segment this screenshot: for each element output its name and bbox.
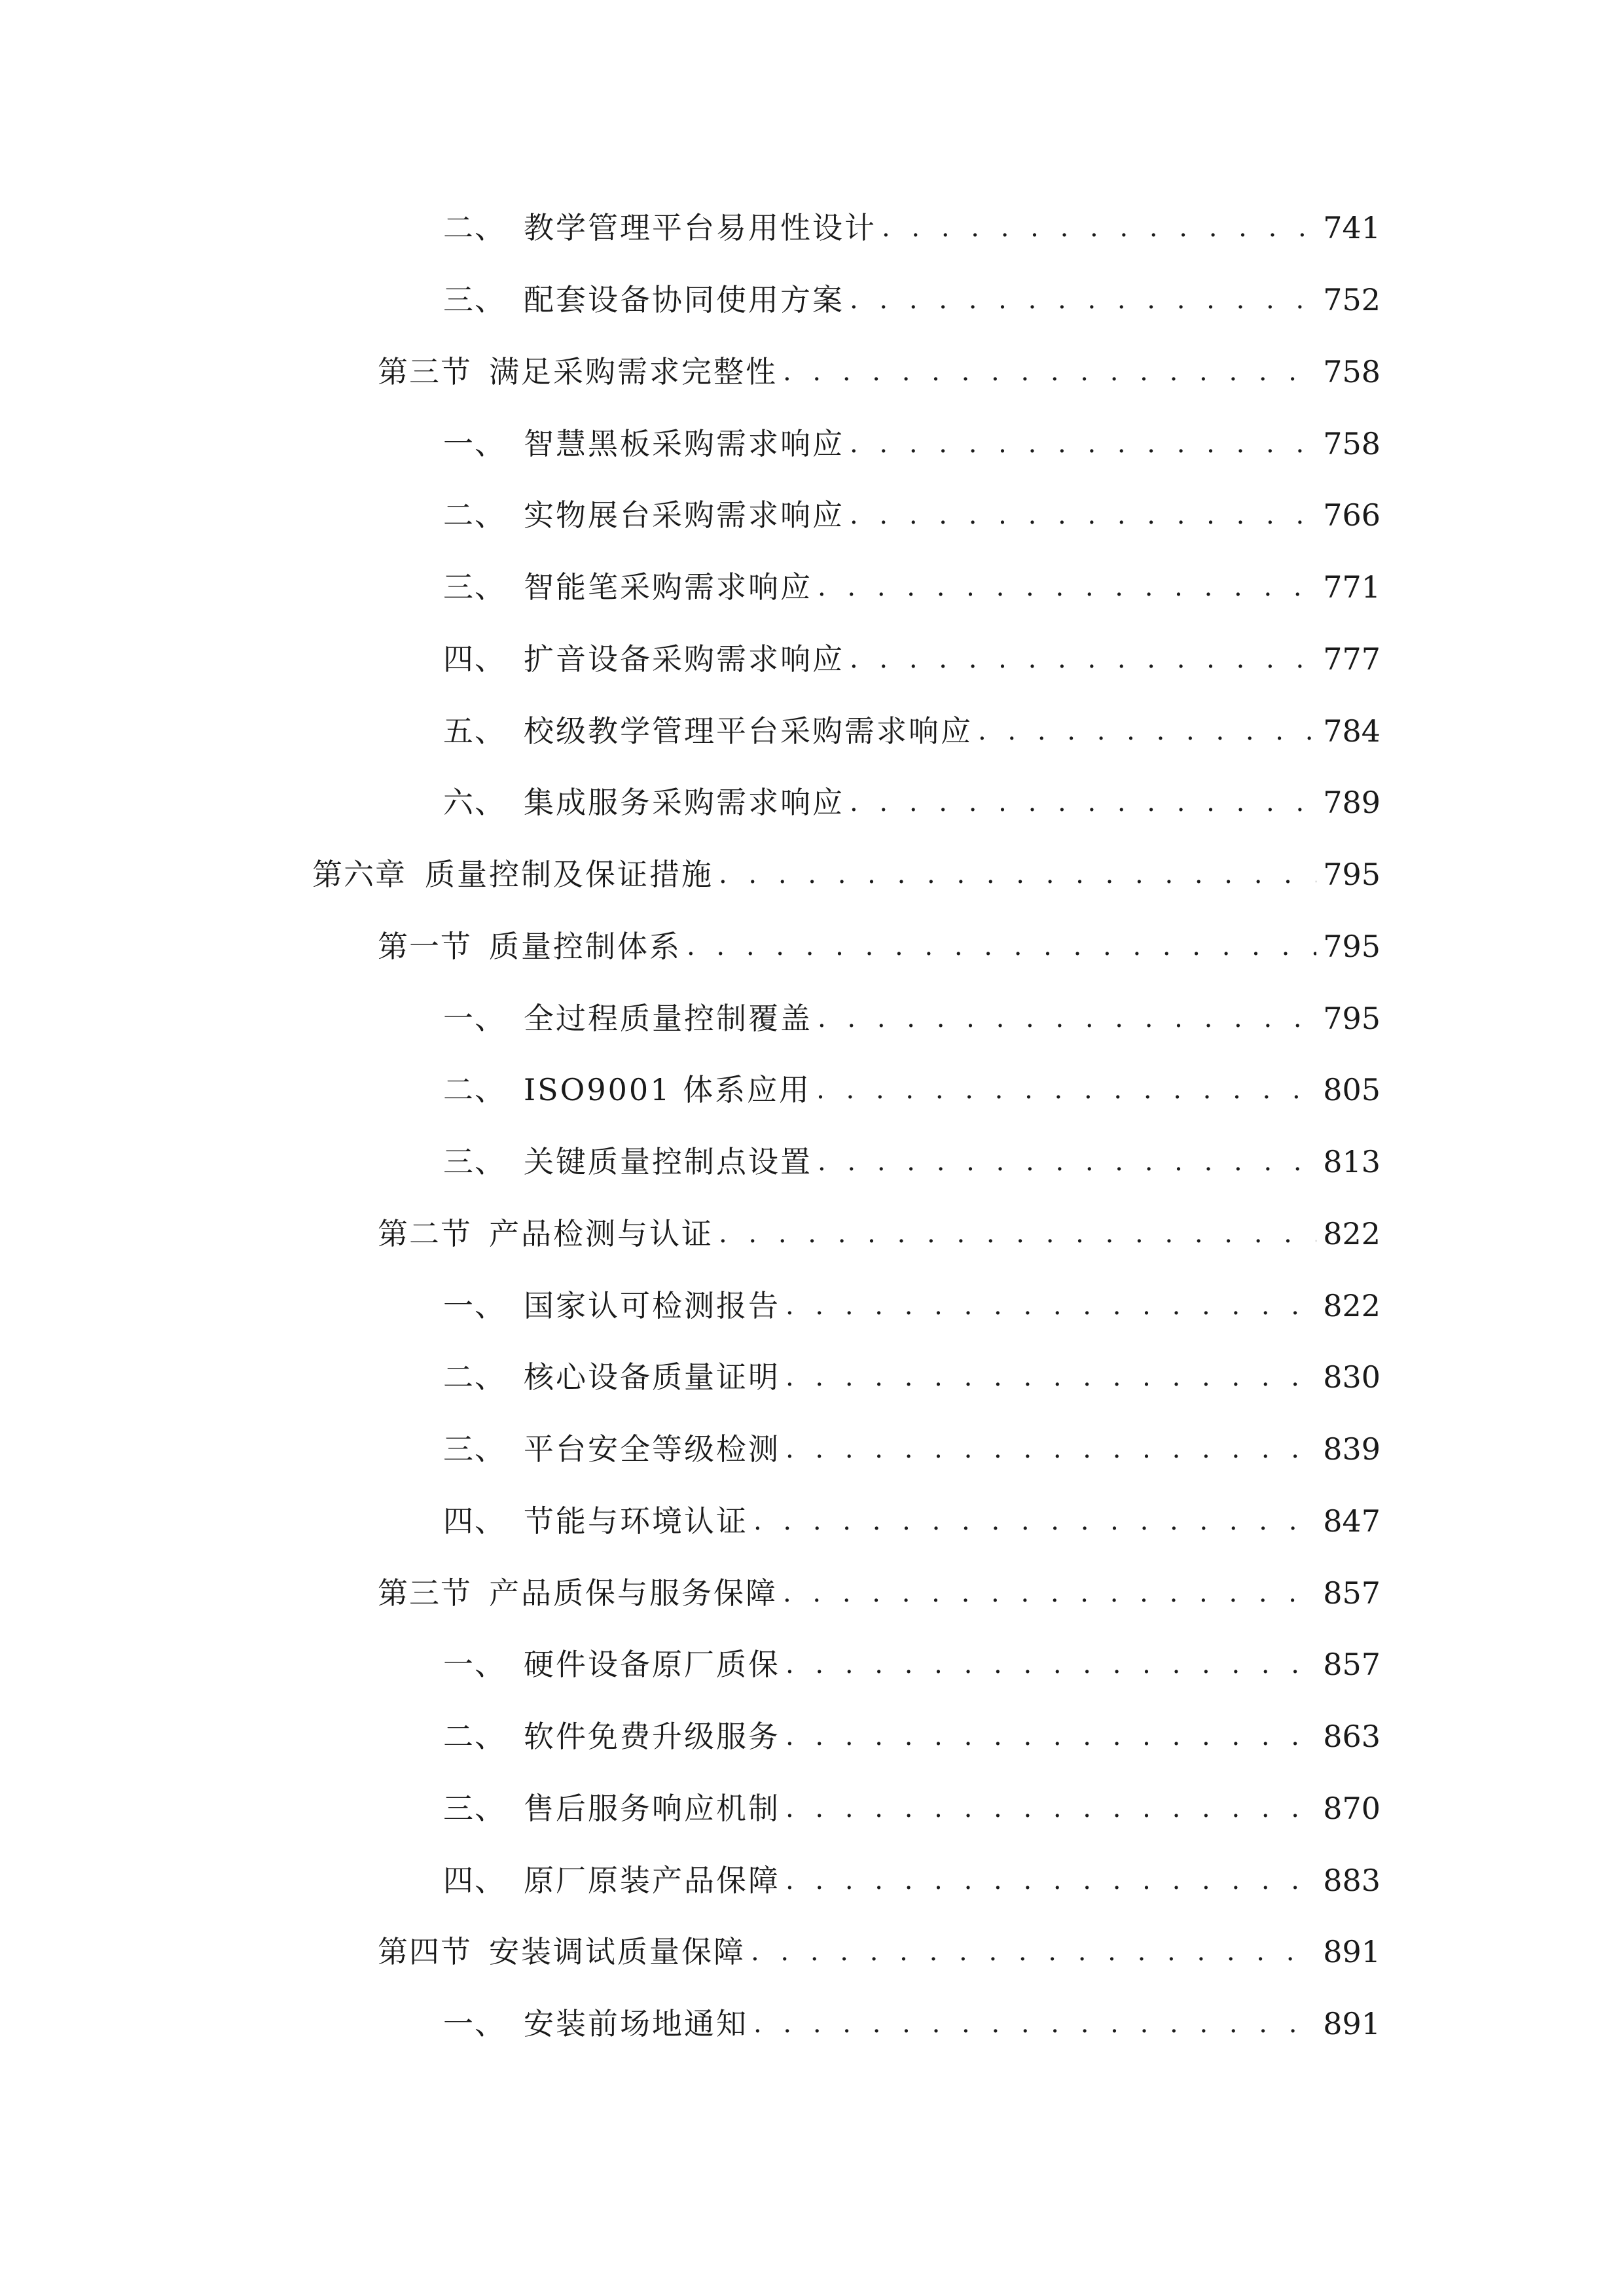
toc-entry-page: 847 [1323, 1503, 1380, 1539]
toc-entry-number: 三、 [443, 282, 506, 317]
toc-entry-page: 891 [1323, 1934, 1380, 1969]
toc-leader-dots [785, 1710, 1316, 1763]
toc-entry-page: 870 [1323, 1791, 1380, 1826]
toc-entry-title: 关键质量控制点设置 [524, 1144, 812, 1179]
toc-entry-page: 795 [1323, 857, 1380, 892]
toc-entry-page: 883 [1323, 1863, 1380, 1898]
toc-entry-title: 智能笔采购需求响应 [524, 569, 812, 605]
toc-leader-dots [785, 1280, 1316, 1332]
toc-entry-page: 857 [1323, 1647, 1380, 1682]
toc-leader-dots [818, 1136, 1316, 1188]
toc-leader-dots [753, 1495, 1316, 1547]
toc-entry-title: 配套设备协同使用方案 [524, 282, 844, 317]
toc-entry-number: 二、 [443, 1719, 506, 1754]
toc-entry[interactable] [443, 418, 1380, 470]
toc-entry[interactable] [443, 705, 1380, 757]
toc-entry[interactable] [443, 1782, 1380, 1835]
toc-entry[interactable] [378, 1926, 1380, 1978]
toc-entry-number: 四、 [443, 1503, 506, 1539]
toc-entry[interactable] [443, 489, 1380, 541]
toc-entry-page: 795 [1323, 929, 1380, 964]
toc-entry-number: 二、 [443, 210, 506, 245]
toc-entry-number: 三、 [443, 1431, 506, 1467]
toc-leader-dots [785, 1854, 1316, 1907]
toc-entry[interactable] [443, 1280, 1380, 1332]
toc-entry-number: 三、 [443, 1144, 506, 1179]
toc-entry-title: 售后服务响应机制 [524, 1791, 780, 1826]
toc-entry-page: 784 [1323, 713, 1380, 749]
toc-leader-dots [785, 1638, 1316, 1691]
toc-entry-page: 822 [1323, 1288, 1380, 1323]
toc-entry[interactable] [378, 1208, 1380, 1260]
toc-entry-title: 原厂原装产品保障 [524, 1863, 780, 1898]
toc-leader-dots [850, 776, 1316, 829]
toc-entry-page: 758 [1323, 426, 1380, 461]
toc-entry-number: 二、 [443, 1359, 506, 1395]
toc-entry-number: 二、 [443, 497, 506, 533]
toc-entry-number: 第三节 [378, 1575, 472, 1611]
toc-entry[interactable] [443, 202, 1380, 254]
toc-entry-number: 第六章 [312, 857, 406, 892]
toc-entry[interactable] [378, 1567, 1380, 1619]
toc-entry-page: 789 [1323, 785, 1380, 820]
toc-entry-page: 741 [1323, 210, 1380, 245]
toc-entry-number: 三、 [443, 1791, 506, 1826]
toc-entry-number: 四、 [443, 641, 506, 677]
toc-entry-number: 一、 [443, 1288, 506, 1323]
toc-leader-dots [850, 489, 1316, 541]
toc-entry[interactable] [443, 1351, 1380, 1403]
toc-leader-dots [978, 705, 1316, 757]
toc-entry-title: 扩音设备采购需求响应 [524, 641, 844, 677]
toc-entry-title: 国家认可检测报告 [524, 1288, 780, 1323]
toc-entry-title: 软件免费升级服务 [524, 1719, 780, 1754]
toc-entry-page: 795 [1323, 1001, 1380, 1036]
toc-entry-page: 766 [1323, 497, 1380, 533]
toc-entry-page: 857 [1323, 1575, 1380, 1611]
toc-leader-dots [753, 1998, 1316, 2050]
toc-leader-dots [719, 1208, 1316, 1260]
toc-entry[interactable] [443, 1638, 1380, 1691]
toc-leader-dots [850, 633, 1316, 685]
toc-entry-page: 758 [1323, 354, 1380, 389]
toc-entry-title: 教学管理平台易用性设计 [524, 210, 876, 245]
toc-entry[interactable] [443, 1710, 1380, 1763]
toc-entry[interactable] [443, 1423, 1380, 1475]
toc-entry-number: 第三节 [378, 354, 472, 389]
toc-leader-dots [783, 1567, 1316, 1619]
toc-entry-page: 805 [1323, 1072, 1380, 1107]
toc-entry-title: 产品检测与认证 [489, 1216, 713, 1251]
toc-leader-dots [785, 1782, 1316, 1835]
toc-leader-dots [850, 418, 1316, 470]
toc-leader-dots [818, 561, 1316, 613]
toc-entry-title: 实物展台采购需求响应 [524, 497, 844, 533]
toc-entry-title: 安装调试质量保障 [489, 1934, 746, 1969]
toc-entry-page: 771 [1323, 569, 1380, 605]
toc-entry[interactable] [443, 1495, 1380, 1547]
toc-entry-number: 五、 [443, 713, 506, 749]
toc-entry-number: 一、 [443, 426, 506, 461]
toc-leader-dots [687, 920, 1316, 973]
toc-entry-number: 六、 [443, 785, 506, 820]
toc-entry-title: 集成服务采购需求响应 [524, 785, 844, 820]
toc-leader-dots [882, 202, 1316, 254]
toc-leader-dots [785, 1351, 1316, 1403]
toc-entry[interactable] [443, 561, 1380, 613]
toc-entry-title: 校级教学管理平台采购需求响应 [524, 713, 973, 749]
toc-entry-title: 质量控制及保证措施 [425, 857, 713, 892]
toc-entry-title: 安装前场地通知 [524, 2006, 748, 2041]
toc-entry-number: 二、 [443, 1072, 506, 1107]
toc-entry-page: 777 [1323, 641, 1380, 677]
toc-entry-number: 一、 [443, 1647, 506, 1682]
toc-entry[interactable] [443, 1064, 1380, 1116]
toc-entry[interactable] [443, 1998, 1380, 2050]
toc-entry-number: 一、 [443, 2006, 506, 2041]
toc-entry[interactable] [378, 346, 1380, 398]
toc-entry-page: 830 [1323, 1359, 1380, 1395]
toc-leader-dots [783, 346, 1316, 398]
toc-entry-page: 813 [1323, 1144, 1380, 1179]
toc-leader-dots [719, 848, 1316, 901]
toc-entry-title: 节能与环境认证 [524, 1503, 748, 1539]
toc-entry-title: 全过程质量控制覆盖 [524, 1001, 812, 1036]
toc-entry[interactable] [312, 848, 1380, 901]
toc-leader-dots [850, 274, 1316, 326]
toc-entry[interactable] [443, 274, 1380, 326]
toc-entry[interactable] [378, 920, 1380, 973]
toc-entry-title: 硬件设备原厂质保 [524, 1647, 780, 1682]
toc-entry-page: 752 [1323, 282, 1380, 317]
toc-entry-number: 第二节 [378, 1216, 472, 1251]
toc-entry-title: 满足采购需求完整性 [489, 354, 778, 389]
toc-entry-title: 平台安全等级检测 [524, 1431, 780, 1467]
toc-entry-page: 863 [1323, 1719, 1380, 1754]
toc-entry[interactable] [443, 776, 1380, 829]
toc-entry-number: 四、 [443, 1863, 506, 1898]
toc-leader-dots [818, 992, 1316, 1045]
toc-entry-title: 智慧黑板采购需求响应 [524, 426, 844, 461]
toc-entry[interactable] [443, 992, 1380, 1045]
toc-leader-dots [816, 1064, 1316, 1116]
toc-entry-number: 第四节 [378, 1934, 472, 1969]
toc-entry-page: 839 [1323, 1431, 1380, 1467]
toc-entry-number: 一、 [443, 1001, 506, 1036]
toc-leader-dots [751, 1926, 1316, 1978]
toc-entry-title: 核心设备质量证明 [524, 1359, 780, 1395]
toc-entry[interactable] [443, 633, 1380, 685]
toc-entry-number: 第一节 [378, 929, 472, 964]
toc-entry-page: 891 [1323, 2006, 1380, 2041]
toc-entry-page: 822 [1323, 1216, 1380, 1251]
toc-entry-title: 质量控制体系 [489, 929, 681, 964]
toc-leader-dots [785, 1423, 1316, 1475]
toc-entry[interactable] [443, 1854, 1380, 1907]
toc-entry-title: 产品质保与服务保障 [489, 1575, 778, 1611]
toc-entry-number: 三、 [443, 569, 506, 605]
toc-entry-title: ISO9001 体系应用 [524, 1072, 812, 1107]
toc-entry[interactable] [443, 1136, 1380, 1188]
